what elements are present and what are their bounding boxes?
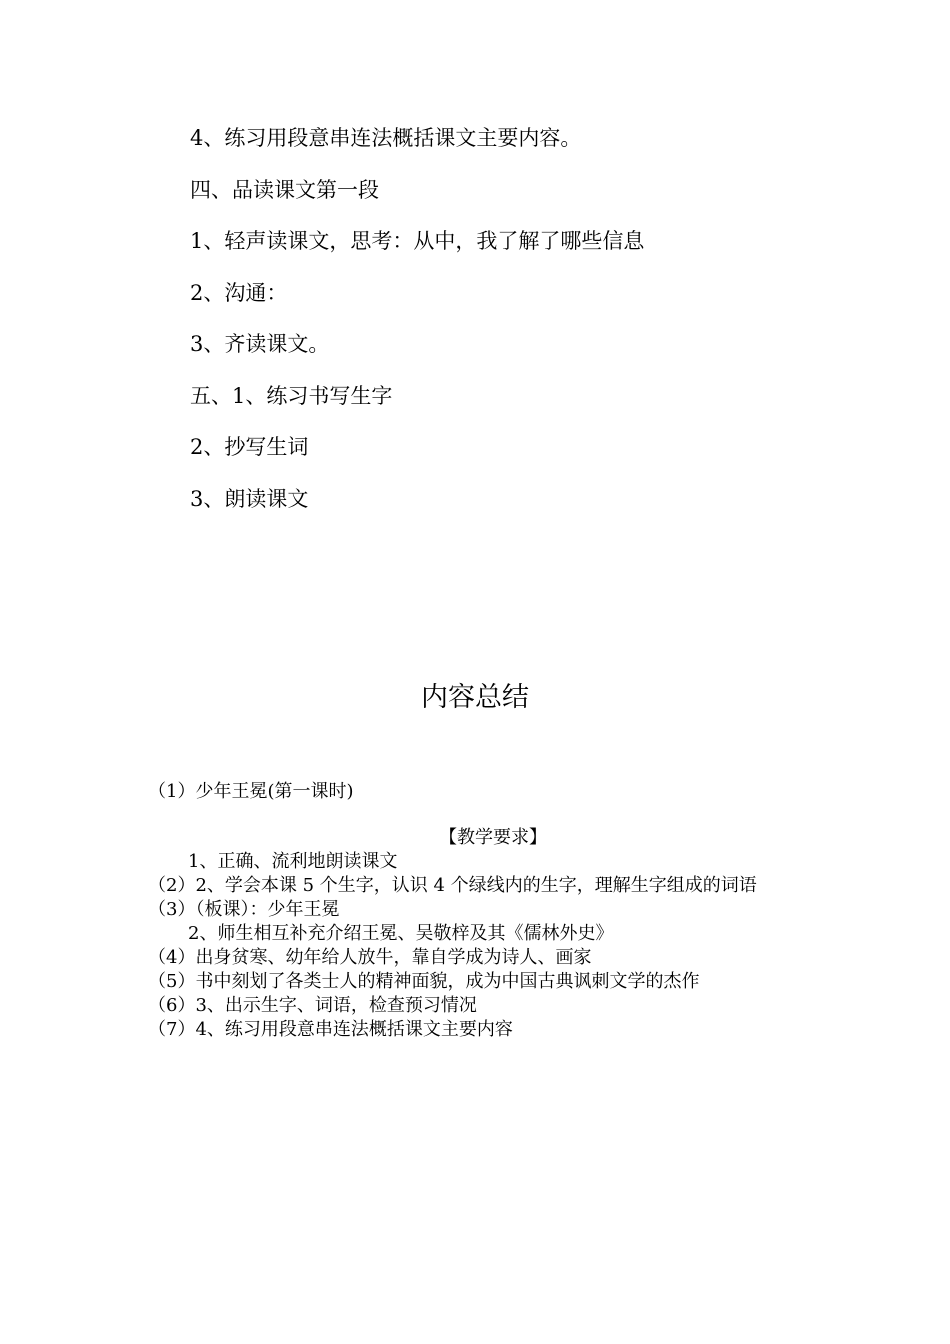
step-line: 2、抄写生词 [190,435,309,459]
lesson-steps [190,120,830,532]
summary-heading: 内容总结 [421,682,529,713]
step-line: 3、齐读课文。 [190,332,330,356]
requirements-label: 【教学要求】 [439,827,547,848]
step-line: 2、沟通： [190,280,288,305]
summary-item: 2、师生相互补充介绍王冕、吴敬梓及其《儒林外史》 [188,923,614,944]
lesson-title: （1）少年王冕(第一课时) [148,781,354,802]
summary-item: （2）2、学会本课 5 个生字，认识 4 个绿线内的生字，理解生字组成的词语 [148,875,757,896]
section-heading: 四、品读课文第一段 [190,177,379,202]
summary-item: （4）出身贫寒、幼年给人放牛，靠自学成为诗人、画家 [148,947,592,968]
summary-item: （5）书中刻划了各类士人的精神面貌，成为中国古典讽刺文学的杰作 [148,971,700,992]
summary-item: （7）4、练习用段意串连法概括课文主要内容 [148,1019,513,1040]
step-line: 3、朗读课文 [190,486,309,511]
summary-item: （3）（板课）：少年王冕 [148,899,340,920]
summary-item: 1、正确、流利地朗读课文 [188,851,398,872]
step-line: 1、轻声读课文，思考：从中，我了解了哪些信息 [190,229,645,253]
summary-content [148,780,798,1042]
section-heading: 五、1、练习书写生字 [190,383,393,408]
step-line: 4、练习用段意串连法概括课文主要内容。 [190,126,582,150]
summary-item: （6）3、出示生字、词语，检查预习情况 [148,995,477,1016]
